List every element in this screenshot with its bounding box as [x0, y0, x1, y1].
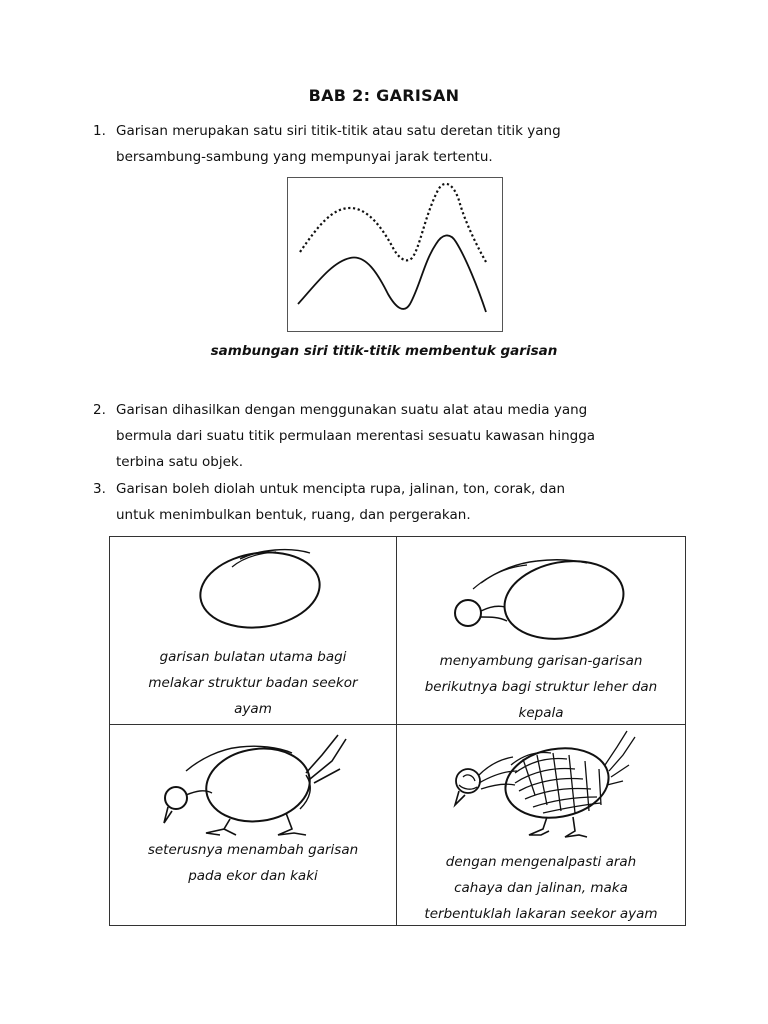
list-line: Garisan dihasilkan dengan menggunakan suatu alat atau media yang [116, 402, 588, 418]
step-caption-line: melakar struktur badan seekor [148, 675, 358, 691]
figure-caption: sambungan siri titik-titik membentuk garisan [210, 343, 558, 359]
step-cell-4 [397, 725, 686, 926]
list-number: 2. [93, 402, 106, 418]
list-item-2 [93, 397, 713, 475]
solid-wave-line [298, 235, 486, 312]
step-caption-line: dengan mengenalpasti arah [445, 854, 637, 870]
step-caption-line: berikutnya bagi struktur leher dan [424, 679, 658, 695]
wave-lines-drawing [288, 178, 502, 331]
step-caption-line: menyambung garisan-garisan [439, 653, 643, 669]
step-cell-1 [110, 537, 397, 725]
step-caption-line: terbentuklah lakaran seekor ayam [424, 906, 658, 922]
list-line: untuk menimbulkan bentuk, ruang, dan pergerakan. [116, 507, 471, 523]
step-caption-line: garisan bulatan utama bagi [159, 649, 347, 665]
dotted-wave-line [300, 184, 486, 262]
step-caption-line: seterusnya menambah garisan [147, 842, 359, 858]
list-number: 1. [93, 123, 106, 139]
step-caption-line: cahaya dan jalinan, maka [454, 880, 628, 896]
list-line: bersambung-sambung yang mempunyai jarak tertentu. [116, 149, 493, 165]
step-caption-line: kepala [518, 705, 564, 721]
page-title: BAB 2: GARISAN [308, 86, 460, 105]
list-item-1 [93, 118, 693, 170]
step-caption-line: pada ekor dan kaki [188, 868, 318, 884]
list-line: Garisan boleh diolah untuk mencipta rupa, jalinan, ton, corak, dan [116, 481, 566, 497]
list-number: 3. [93, 481, 106, 497]
list-line: Garisan merupakan satu siri titik-titik atau satu deretan titik yang [116, 123, 561, 139]
step-cell-2 [397, 537, 686, 725]
sketch-steps-table [109, 536, 686, 926]
list-line: bermula dari suatu titik permulaan merentasi sesuatu kawasan hingga [116, 428, 596, 444]
step-cell-3 [110, 725, 397, 926]
step-caption-line: ayam [234, 701, 272, 717]
line-figure [287, 177, 503, 332]
list-line: terbina satu objek. [116, 454, 244, 470]
list-item-3 [93, 476, 713, 528]
chicken-outline-sketch [110, 725, 396, 925]
